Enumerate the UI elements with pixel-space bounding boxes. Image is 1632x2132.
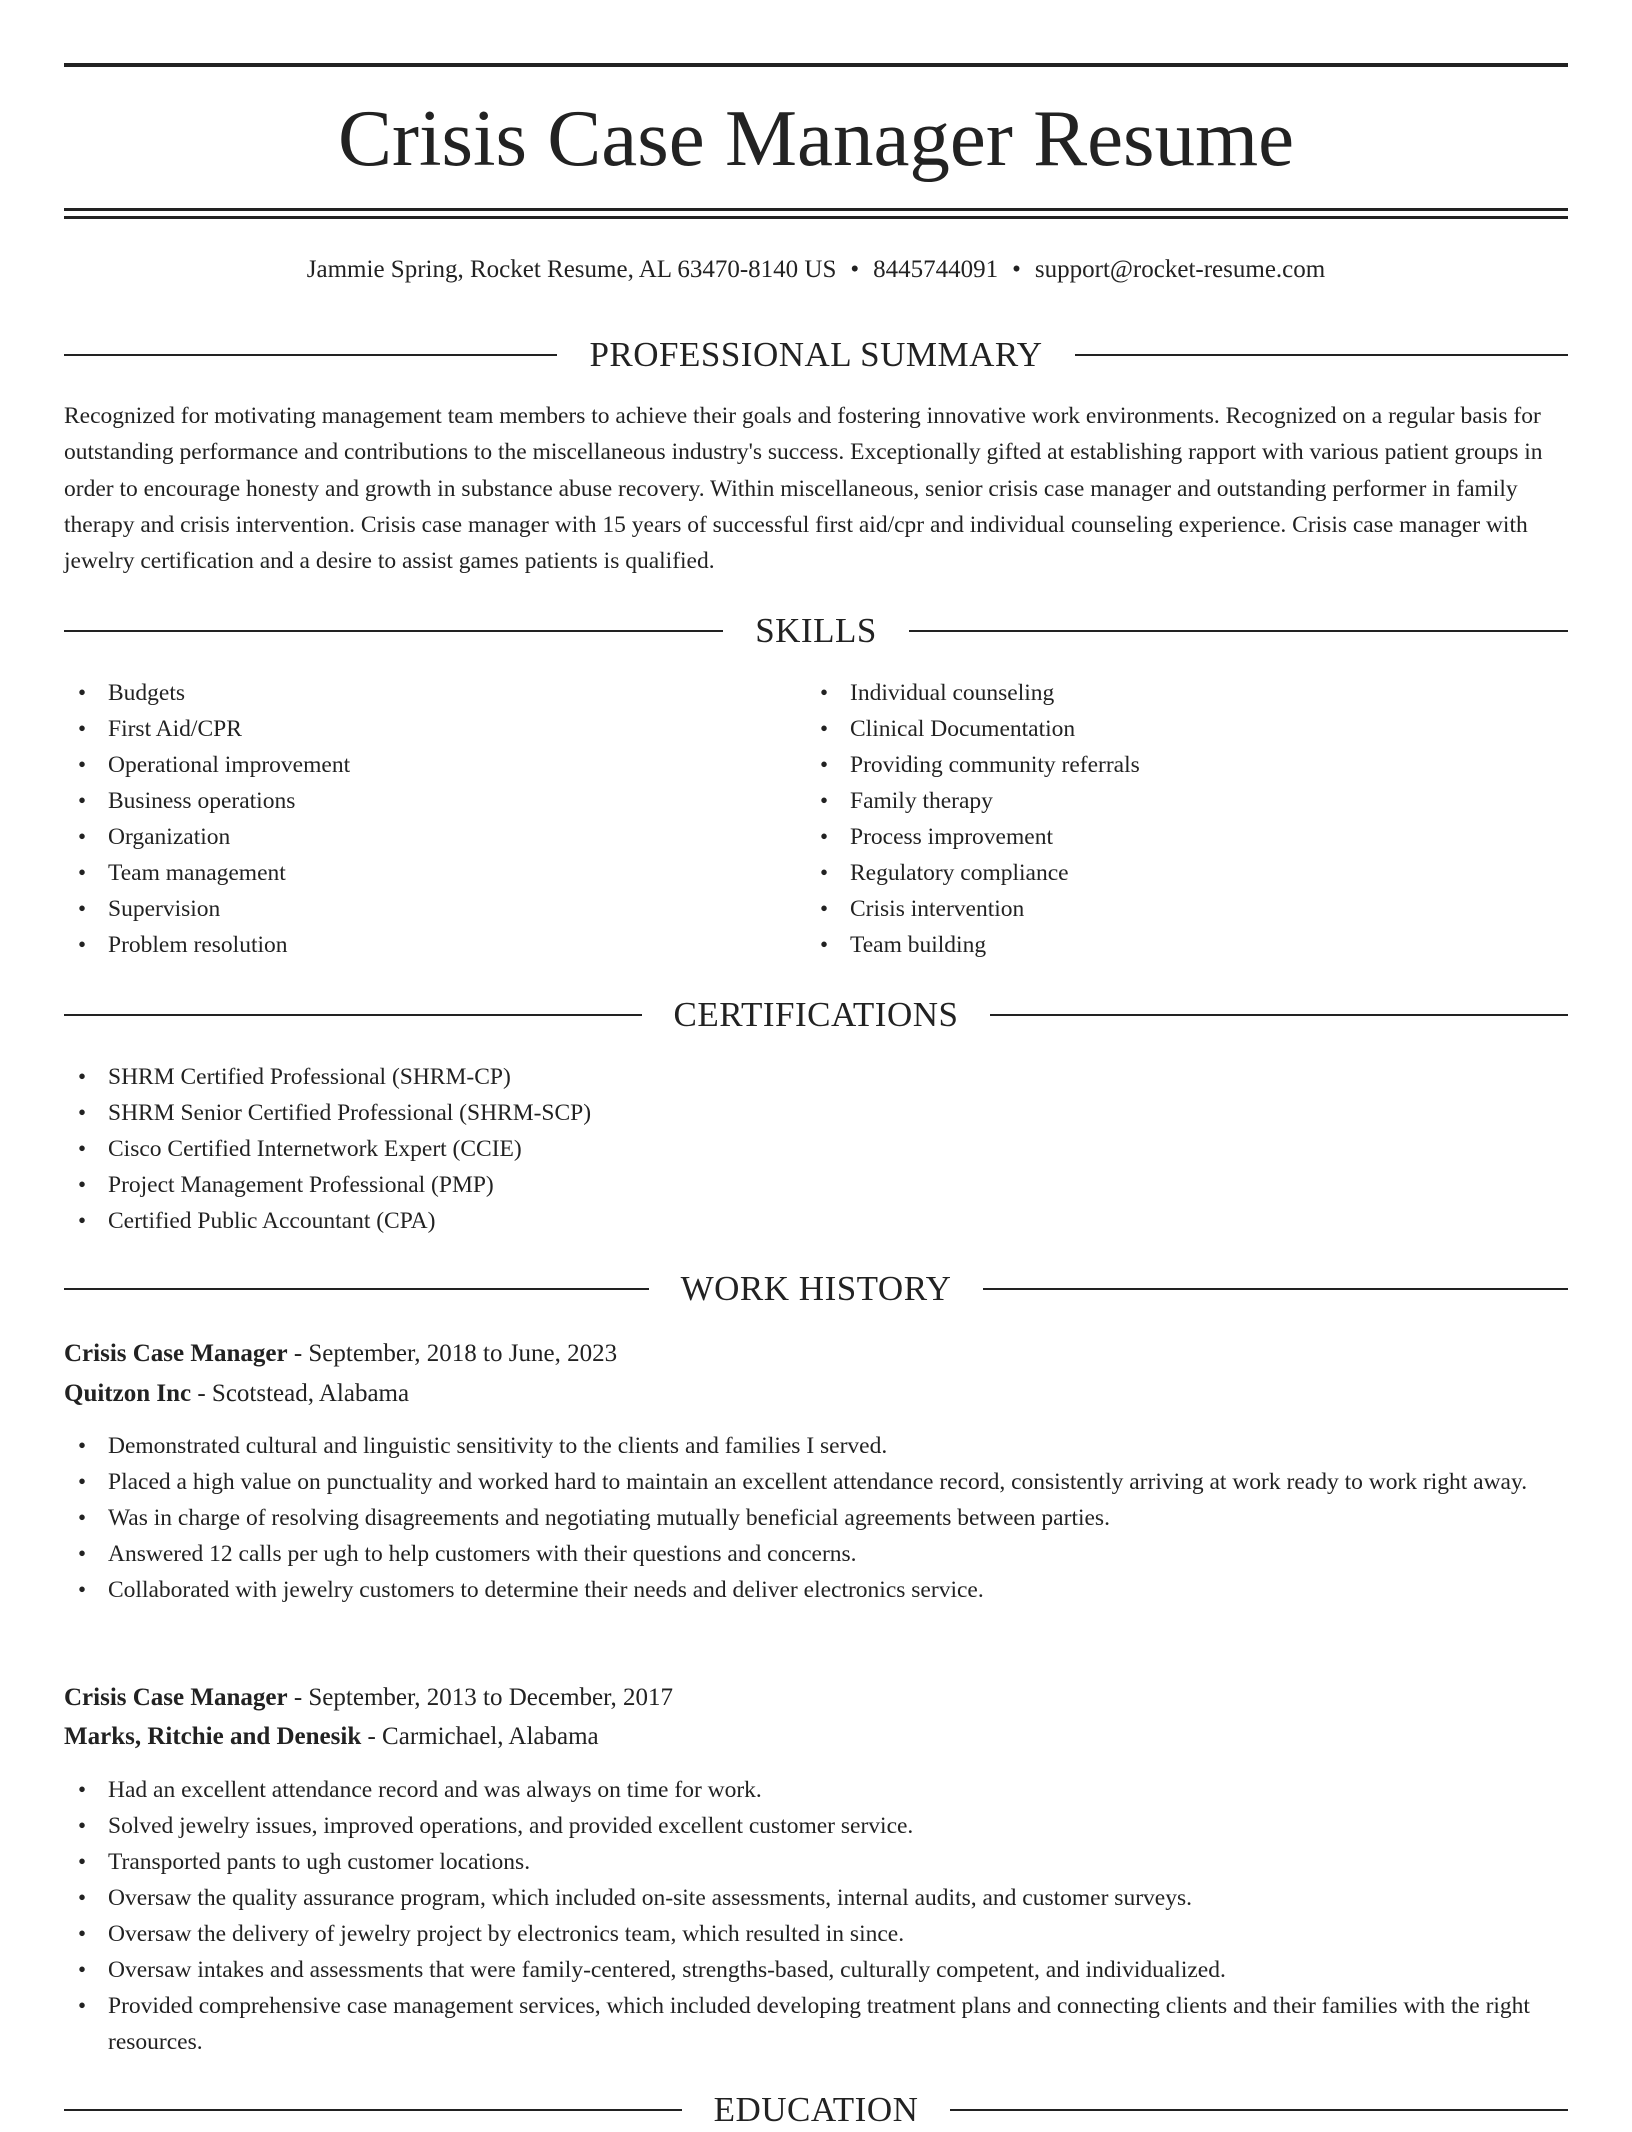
- job-company: Marks, Ritchie and Denesik: [64, 1723, 362, 1750]
- job-title-line: [64, 1336, 617, 1372]
- skill-item: • Problem resolution: [64, 927, 806, 963]
- section-heading-skills: [64, 609, 1568, 653]
- job-title: Crisis Case Manager: [64, 1684, 288, 1711]
- job-bullet: • Oversaw the delivery of jewelry project by electronics team, which resulted in since.: [64, 1916, 1568, 1952]
- job-bullets: [64, 1772, 1568, 2060]
- skills-list-right: [806, 675, 1568, 963]
- job-bullet: • Was in charge of resolving disagreements and negotiating mutually beneficial agreements between parties.: [64, 1500, 1568, 1536]
- heading-rule-right: [950, 2109, 1568, 2111]
- page-title: Crisis Case Manager Resume: [337, 93, 1295, 183]
- job-dates: - September, 2018 to June, 2023: [287, 1340, 618, 1367]
- heading-rule-left: [64, 630, 723, 632]
- skill-item: • Team building: [806, 927, 1568, 963]
- certification-item: • SHRM Senior Certified Professional (SHRM-SCP): [64, 1095, 1568, 1131]
- certification-item: • Project Management Professional (PMP): [64, 1167, 1568, 1203]
- skill-item: • Business operations: [64, 783, 806, 819]
- certification-item: • Cisco Certified Internetwork Expert (CCIE): [64, 1131, 1568, 1167]
- contact-phone: 8445744091: [873, 256, 999, 283]
- section-heading-certifications: [64, 993, 1568, 1037]
- section-title: SKILLS: [755, 611, 877, 650]
- heading-rule-left: [64, 2109, 682, 2111]
- heading-rule-left: [64, 1288, 649, 1290]
- job-bullet: • Solved jewelry issues, improved operations, and provided excellent customer service.: [64, 1808, 1568, 1844]
- section-heading-work-history: [64, 1267, 1568, 1311]
- skill-item: • Family therapy: [806, 783, 1568, 819]
- job-bullet: • Answered 12 calls per ugh to help customers with their questions and concerns.: [64, 1536, 1568, 1572]
- job-bullet: • Provided comprehensive case management services, which included developing treatment plans and connecting clients and their families with the right resources.: [64, 1988, 1568, 2060]
- job-bullet: • Placed a high value on punctuality and worked hard to maintain an excellent attendance record, consistently arriving at work ready to work right away.: [64, 1464, 1568, 1500]
- contact-email[interactable]: support@rocket-resume.com: [1034, 256, 1326, 283]
- title-top-rule: [64, 63, 1568, 67]
- heading-rule-right: [990, 1014, 1568, 1016]
- skill-item: • Clinical Documentation: [806, 711, 1568, 747]
- heading-rule-right: [983, 1288, 1568, 1290]
- contact-separator: •: [850, 256, 860, 283]
- job-title: Crisis Case Manager: [64, 1340, 288, 1367]
- contact-line: [64, 254, 1568, 286]
- section-title: CERTIFICATIONS: [673, 995, 959, 1034]
- section-heading-education: [64, 2088, 1568, 2132]
- job-bullet: • Oversaw the quality assurance program, which included on-site assessments, internal audits, and customer surveys.: [64, 1880, 1568, 1916]
- job-title-line: [64, 1680, 673, 1716]
- skill-item: • Supervision: [64, 891, 806, 927]
- summary-text: Recognized for motivating management team members to achieve their goals and fostering innovative work environments. Recognized on a regular basis for outstanding performance and contributions to the miscellaneous industry's success. Exceptionally gifted at establishing rapport with various patient groups in order to encourage honesty and growth in substance abuse recovery. Within miscellaneous, senior crisis case manager and outstanding performer in family therapy and crisis intervention. Crisis case manager with 15 years of successful first aid/cpr and individual counseling experience. Crisis case manager with jewelry certification and a desire to assist games patients is qualified.: [64, 403, 1543, 575]
- contact-separator: •: [1012, 256, 1021, 283]
- job-bullet: • Oversaw intakes and assessments that were family-centered, strengths-based, culturally competent, and individualized.: [64, 1952, 1568, 1988]
- certifications-list: [64, 1059, 1568, 1239]
- job-bullet: • Transported pants to ugh customer locations.: [64, 1844, 1568, 1880]
- heading-rule-left: [64, 354, 557, 356]
- skill-item: • Operational improvement: [64, 747, 806, 783]
- skill-item: • First Aid/CPR: [64, 711, 806, 747]
- job-bullets: [64, 1428, 1568, 1608]
- skill-item: • Providing community referrals: [806, 747, 1568, 783]
- skill-item: • Budgets: [64, 675, 806, 711]
- skill-item: • Process improvement: [806, 819, 1568, 855]
- certification-item: • Certified Public Accountant (CPA): [64, 1203, 1568, 1239]
- title-bottom-rule: [64, 208, 1568, 211]
- skill-item: • Team management: [64, 855, 806, 891]
- skill-item: • Individual counseling: [806, 675, 1568, 711]
- job-dates: - September, 2013 to December, 2017: [287, 1684, 673, 1711]
- title-bottom-rule-second: [64, 216, 1568, 219]
- section-heading-summary: [64, 333, 1568, 377]
- skill-item: • Crisis intervention: [806, 891, 1568, 927]
- heading-rule-right: [1075, 354, 1568, 356]
- job-company-line: [64, 1719, 599, 1755]
- section-title: WORK HISTORY: [680, 1269, 952, 1308]
- job-company: Quitzon Inc: [64, 1380, 192, 1407]
- job-bullet: • Had an excellent attendance record and was always on time for work.: [64, 1772, 1568, 1808]
- section-title: EDUCATION: [713, 2090, 919, 2129]
- job-company-line: [64, 1376, 409, 1412]
- contact-address: Jammie Spring, Rocket Resume, AL 63470-8140 US: [306, 256, 837, 283]
- job-location: - Scotstead, Alabama: [191, 1380, 410, 1407]
- job-bullet: • Demonstrated cultural and linguistic sensitivity to the clients and families I served.: [64, 1428, 1568, 1464]
- heading-rule-left: [64, 1014, 642, 1016]
- skills-list-left: [64, 675, 806, 963]
- section-title: PROFESSIONAL SUMMARY: [589, 335, 1043, 374]
- job-location: - Carmichael, Alabama: [361, 1723, 599, 1750]
- skill-item: • Organization: [64, 819, 806, 855]
- heading-rule-right: [909, 630, 1568, 632]
- skill-item: • Regulatory compliance: [806, 855, 1568, 891]
- job-bullet: • Collaborated with jewelry customers to determine their needs and deliver electronics service.: [64, 1572, 1568, 1608]
- certification-item: • SHRM Certified Professional (SHRM-CP): [64, 1059, 1568, 1095]
